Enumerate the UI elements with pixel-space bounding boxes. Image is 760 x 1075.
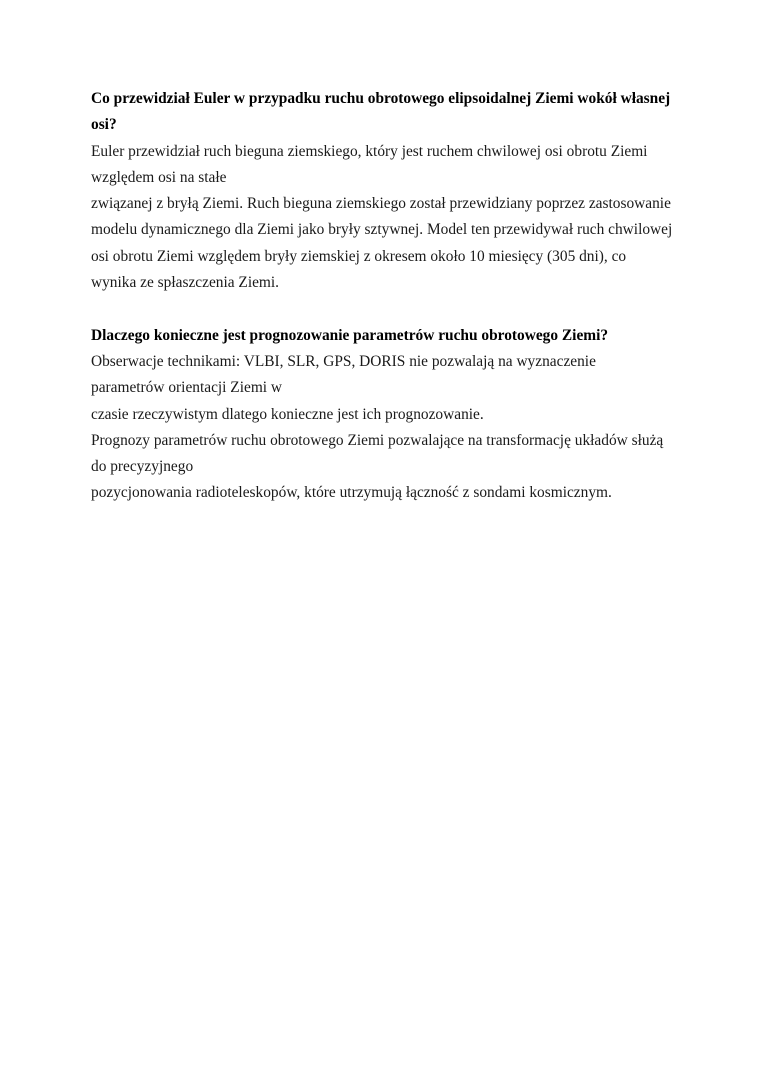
body-text-line: do precyzyjnego: [91, 458, 194, 476]
paragraph-gap: [91, 296, 681, 322]
body-text-line: Euler przewidział ruch bieguna ziemskiego, który jest ruchem chwilowej osi obrotu Ziemi: [91, 142, 648, 160]
body-text-line: osi obrotu Ziemi względem bryły ziemskiej z okresem około 10 miesięcy (305 dni), co: [91, 247, 627, 265]
body-text-line: związanej z bryłą Ziemi. Ruch bieguna ziemskiego został przewidziany poprzez zastosowanie: [91, 195, 671, 213]
body-text-line: wynika ze spłaszczenia Ziemi.: [91, 274, 280, 292]
body-text-line: czasie rzeczywistym dlatego konieczne jest ich prognozowanie.: [91, 405, 484, 423]
section-heading-line: Co przewidział Euler w przypadku ruchu obrotowego elipsoidalnej Ziemi wokół własnej: [91, 90, 671, 107]
body-text-line: parametrów orientacji Ziemi w: [91, 379, 283, 397]
body-text-line: Obserwacje technikami: VLBI, SLR, GPS, DORIS nie pozwalają na wyznaczenie: [91, 352, 596, 370]
section-forecasting: [91, 323, 681, 507]
body-text-line: pozycjonowania radioteleskopów, które utrzymują łączność z sondami kosmicznym.: [91, 484, 612, 502]
section-heading-line: Dlaczego konieczne jest prognozowanie parametrów ruchu obrotowego Ziemi?: [91, 326, 609, 344]
section-euler: [91, 86, 681, 296]
body-text-line: Prognozy parametrów ruchu obrotowego Ziemi pozwalające na transformację układów służą: [91, 431, 664, 449]
body-text-line: modelu dynamicznego dla Ziemi jako bryły sztywnej. Model ten przewidywał ruch chwilowej: [91, 221, 673, 239]
section-heading-line: osi?: [91, 116, 117, 134]
body-text-line: względem osi na stałe: [91, 168, 227, 186]
document-content: [91, 86, 681, 507]
